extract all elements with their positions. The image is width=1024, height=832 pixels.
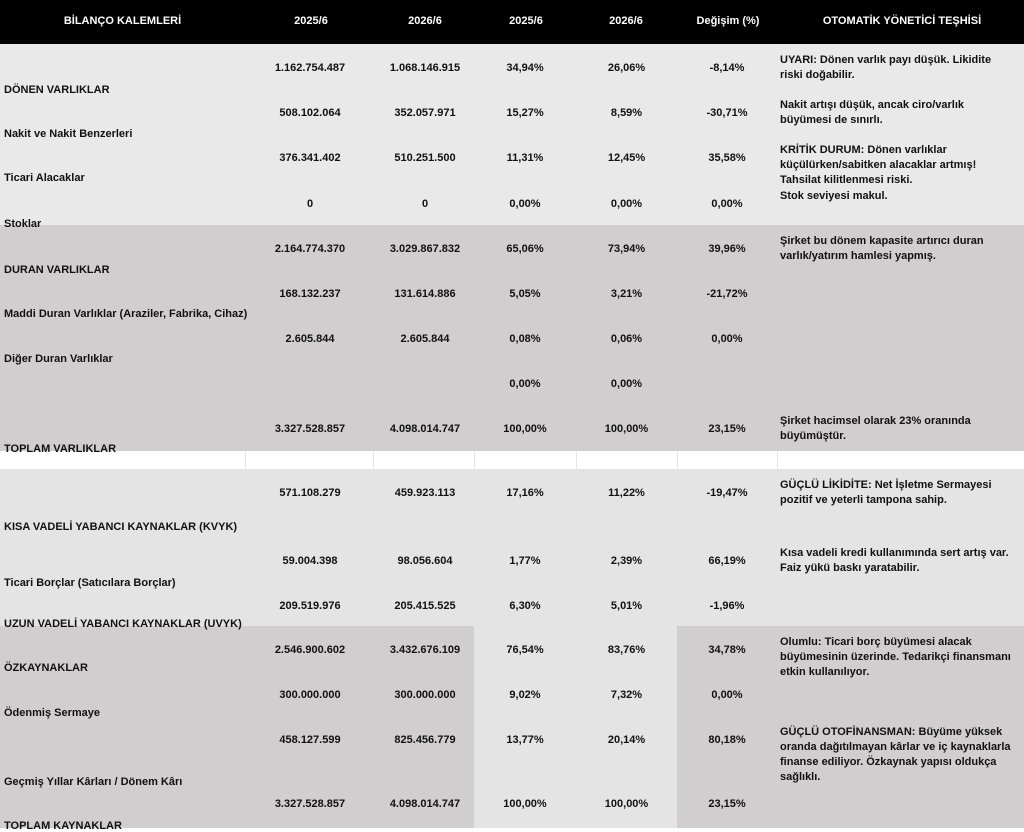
cell-a1: 458.127.599 (279, 734, 341, 746)
cell-chg: 80,18% (708, 734, 746, 746)
cell-a2: 3.029.867.832 (389, 243, 461, 255)
cell-chg: 39,96% (708, 243, 746, 255)
header-change: Değişim (%) (696, 15, 760, 27)
cell-chg: 0,00% (711, 333, 743, 345)
cell-a2: 352.057.971 (394, 107, 456, 119)
cell-p1: 13,77% (506, 734, 544, 746)
diagnosis-note: GÜÇLÜ LİKİDİTE: Net İşletme Sermayesi pozitif ve yeterli tampona sahip. (780, 479, 992, 506)
cell-p2: 26,06% (607, 62, 646, 74)
row-label: KISA VADELİ YABANCI KAYNAKLAR (KVYK) (4, 521, 238, 533)
row-label: ÖZKAYNAKLAR (4, 662, 88, 674)
cell-chg: -21,72% (706, 288, 748, 300)
header-percent-2026: 2026/6 (609, 15, 643, 27)
cell-p2: 2,39% (610, 555, 643, 567)
header-percent-2025: 2025/6 (509, 15, 543, 27)
cell-p1: 0,00% (509, 198, 541, 210)
cell-p2: 7,32% (610, 689, 643, 701)
cell-a2: 510.251.500 (394, 152, 456, 164)
cell-a1: 59.004.398 (282, 555, 338, 567)
cell-a2: 4.098.014.747 (389, 798, 461, 810)
cell-p1: 65,06% (506, 243, 544, 255)
cell-a1: 2.546.900.602 (274, 644, 346, 656)
row-label: Ticari Alacaklar (4, 172, 85, 184)
cell-chg: 23,15% (708, 423, 746, 435)
cell-p1: 5,05% (509, 288, 541, 300)
cell-a1: 3.327.528.857 (274, 423, 346, 435)
cell-p2: 100,00% (604, 798, 649, 810)
cell-p2: 12,45% (607, 152, 646, 164)
diagnosis-note: Stok seviyesi makul. (780, 190, 888, 202)
cell-a2: 3.432.676.109 (389, 644, 461, 656)
row-label: Nakit ve Nakit Benzerleri (4, 128, 133, 140)
row-label: Ödenmiş Sermaye (4, 707, 100, 719)
diagnosis-note: KRİTİK DURUM: Dönen varlıklar küçülürken/sabitken alacaklar artmış! Tahsilat kilitlenmesi riski. (780, 144, 977, 186)
cell-p2: 73,94% (607, 243, 646, 255)
row-label: Ticari Borçlar (Satıcılara Borçlar) (4, 577, 176, 589)
cell-p2: 100,00% (604, 423, 649, 435)
cell-p1: 11,31% (506, 152, 544, 164)
cell-a1: 376.341.402 (279, 152, 341, 164)
cell-chg: -1,96% (709, 600, 745, 612)
cell-p2: 0,06% (610, 333, 643, 345)
cell-p1: 15,27% (506, 107, 544, 119)
row-label: DÖNEN VARLIKLAR (4, 84, 110, 96)
diagnosis-note: Şirket bu dönem kapasite artırıcı duran varlık/yatırım hamlesi yapmış. (780, 235, 984, 262)
row-label: TOPLAM KAYNAKLAR (4, 820, 122, 832)
gap-divider (373, 451, 374, 469)
cell-p2: 0,00% (610, 198, 643, 210)
cell-p2: 20,14% (607, 734, 646, 746)
diagnosis-note: Olumlu: Ticari borç büyümesi alacak büyümesinin üzerinde. Tedarikçi finansmanı etkin kullanılıyor. (780, 636, 1011, 678)
cell-chg: 0,00% (711, 198, 743, 210)
cell-p1: 0,00% (509, 378, 541, 390)
cell-a1: 571.108.279 (279, 487, 341, 499)
cell-p2: 11,22% (608, 487, 645, 499)
cell-p2: 8,59% (610, 107, 643, 119)
gap-divider (474, 451, 475, 469)
cell-a2: 4.098.014.747 (389, 423, 461, 435)
cell-a1: 0 (306, 198, 314, 210)
cell-a1: 1.162.754.487 (274, 62, 346, 74)
cell-a2: 300.000.000 (394, 689, 456, 701)
cell-a2: 2.605.844 (400, 333, 450, 345)
row-label: TOPLAM VARLIKLAR (4, 443, 117, 455)
cell-chg: -8,14% (709, 62, 745, 74)
gap-divider (245, 451, 246, 469)
cell-p1: 100,00% (503, 423, 547, 435)
cell-a2: 205.415.525 (394, 600, 456, 612)
gap-divider (777, 451, 778, 469)
row-label: Geçmiş Yıllar Kârları / Dönem Kârı (4, 776, 183, 788)
row-label: DURAN VARLIKLAR (4, 264, 110, 276)
header-amount-2025: 2025/6 (294, 15, 328, 27)
cell-chg: 34,78% (708, 644, 746, 656)
cell-p1: 0,08% (509, 333, 541, 345)
cell-a2: 459.923.113 (394, 487, 456, 499)
cell-chg: 35,58% (708, 152, 746, 164)
gap-divider (677, 451, 678, 469)
row-label: Diğer Duran Varlıklar (4, 353, 113, 365)
header-diagnosis: OTOMATİK YÖNETİCİ TEŞHİSİ (822, 15, 982, 27)
cell-a2: 825.456.779 (394, 734, 456, 746)
header-amount-2026: 2026/6 (408, 15, 442, 27)
cell-p2: 3,21% (610, 288, 643, 300)
cell-chg: 66,19% (708, 555, 746, 567)
cell-a1: 2.605.844 (285, 333, 335, 345)
cell-chg: 23,15% (708, 798, 746, 810)
cell-a2: 0 (421, 198, 429, 210)
cell-p1: 34,94% (506, 62, 544, 74)
gap-divider (576, 451, 577, 469)
row-label: Maddi Duran Varlıklar (Araziler, Fabrika, Cihaz) (4, 308, 248, 320)
cell-a1: 2.164.774.370 (274, 243, 346, 255)
cell-p1: 100,00% (503, 798, 547, 810)
cell-a1: 3.327.528.857 (274, 798, 346, 810)
cell-a1: 209.519.976 (279, 600, 341, 612)
cell-a1: 508.102.064 (279, 107, 341, 119)
row-label: Stoklar (4, 218, 42, 230)
row-label: UZUN VADELİ YABANCI KAYNAKLAR (UVYK) (4, 618, 242, 630)
cell-a2: 1.068.146.915 (389, 62, 461, 74)
section-gap (0, 451, 1024, 469)
cell-p2: 0,00% (610, 378, 643, 390)
cell-a1: 168.132.237 (279, 288, 341, 300)
cell-a2: 98.056.604 (397, 555, 453, 567)
diagnosis-note: Nakit artışı düşük, ancak ciro/varlık büyümesi de sınırlı. (780, 99, 965, 126)
cell-a2: 131.614.886 (394, 288, 456, 300)
cell-p2: 5,01% (610, 600, 643, 612)
cell-p2: 83,76% (607, 644, 646, 656)
cell-chg: -19,47% (706, 487, 748, 499)
cell-p1: 76,54% (506, 644, 544, 656)
cell-chg: 0,00% (711, 689, 743, 701)
diagnosis-note: Kısa vadeli kredi kullanımında sert artış var. Faiz yükü baskı yaratabilir. (780, 547, 1009, 574)
diagnosis-note: GÜÇLÜ OTOFİNANSMAN: Büyüme yüksek oranda dağıtılmayan kârlar ve iç kaynaklarla finanse ediliyor. Özkaynak yapısı oldukça sağlıklı. (780, 726, 1011, 783)
cell-p1: 9,02% (509, 689, 541, 701)
cell-chg: -30,71% (706, 107, 748, 119)
cell-p1: 1,77% (509, 555, 541, 567)
cell-a1: 300.000.000 (279, 689, 341, 701)
table-header (0, 0, 1024, 44)
diagnosis-note: Şirket hacimsel olarak 23% oranında büyümüştür. (780, 415, 971, 442)
diagnosis-note: UYARI: Dönen varlık payı düşük. Likidite riski doğabilir. (780, 54, 992, 81)
cell-p1: 17,16% (506, 487, 544, 499)
header-item: BİLANÇO KALEMLERİ (63, 15, 182, 27)
cell-p1: 6,30% (509, 600, 541, 612)
